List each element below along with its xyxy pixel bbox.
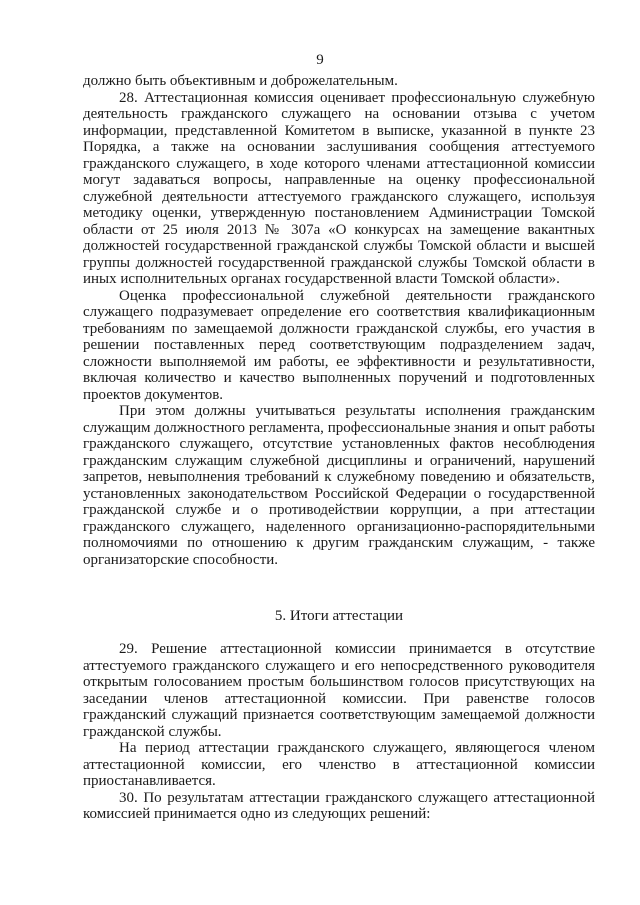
- paragraph-28: 28. Аттестационная комиссия оценивает профессиональную служебную деятельность гражданского служащего на основании отзыва с учетом информации, представленной Комитетом в выписке, указанной в пункте 23 Порядка, а также на основании заслушивания сообщения аттестуемого гражданского служащего, в ходе которого членами аттестационной комиссии могут задаваться вопросы, направленные на оценку профессиональной служебной деятельности аттестуемого гражданского служащего, используя методику оценки, утвержденную постановлением Администрации Томской области от 25 июля 2013 № 307а «О конкурсах на замещение вакантных должностей государственной гражданской службы Томской области и высшей группы должностей государственной гражданской службы Томской области в иных исполнительных органах государственной власти Томской области».: [83, 89, 595, 287]
- section-5-heading-block: [83, 608, 595, 625]
- paragraph-considerations: При этом должны учитываться результаты исполнения гражданским служащим должностного регламента, профессиональные знания и опыт работы гражданского служащего, отсутствие установленных фактов несоблюдения гражданским служащим служебной дисциплины и ограничений, нарушений запретов, невыполнения требований к служебному поведению и обязательств, установленных законодательством Российской Федерации о государственной гражданской службе и о противодействии коррупции, а при аттестации гражданского служащего, наделенного организационно-распорядительными полномочиями по отношению к другим гражданским служащим, - также организаторские способности.: [83, 403, 595, 568]
- paragraph-30: 30. По результатам аттестации гражданского служащего аттестационной комиссией принимается одно из следующих решений:: [83, 789, 595, 822]
- section-4-continued: [83, 73, 595, 568]
- section-5-body: [83, 641, 595, 823]
- page-number: 9: [316, 52, 324, 68]
- paragraph-continuation: должно быть объективным и доброжелательным.: [83, 73, 398, 89]
- section-heading: 5. Итоги аттестации: [274, 608, 404, 624]
- paragraph-evaluation: Оценка профессиональной служебной деятельности гражданского служащего подразумевает определение его соответствия квалификационным требованиям по замещаемой должности гражданской службы, его участия в решении поставленных перед соответствующим подразделением задач, сложности выполняемой им работы, ее эффективности и результативности, включая количество и качество выполненных поручений и подготовленных проектов документов.: [83, 287, 595, 403]
- paragraph-29: 29. Решение аттестационной комиссии принимается в отсутствие аттестуемого гражданского служащего и его непосредственного руководителя открытым голосованием простым большинством голосов присутствующих на заседании членов аттестационной комиссии. При равенстве голосов гражданский служащий признается соответствующим замещаемой должности гражданской службы.: [83, 641, 595, 740]
- paragraph-membership: На период аттестации гражданского служащего, являющегося членом аттестационной комиссии, его членство в аттестационной комиссии приостанавливается.: [83, 740, 595, 789]
